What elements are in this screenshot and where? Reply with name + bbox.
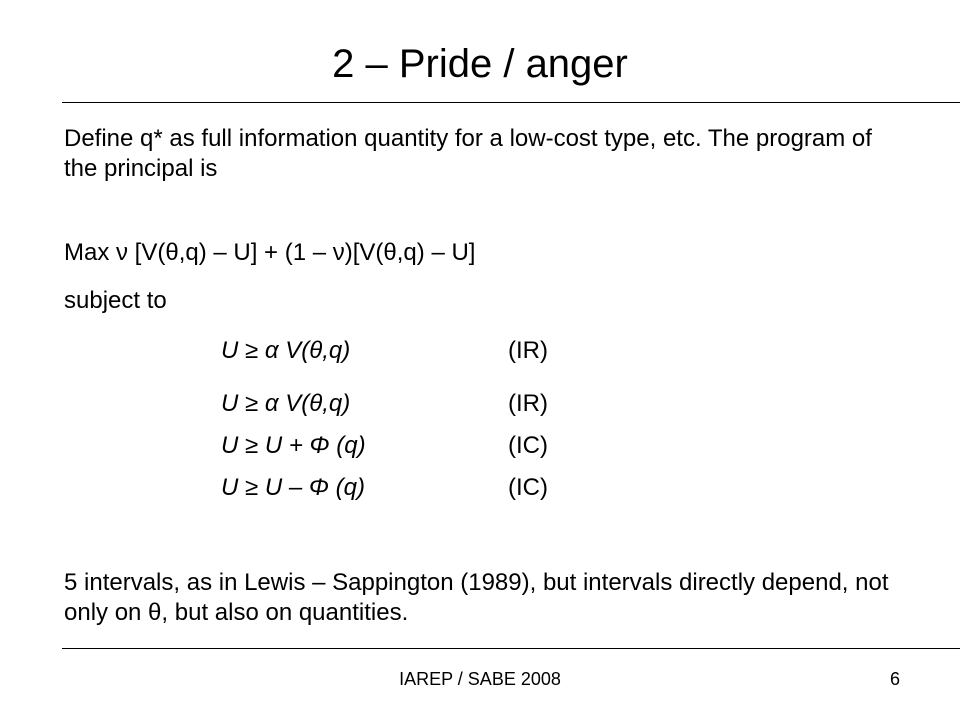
footer-text: IAREP / SABE 2008: [399, 669, 561, 689]
page-number: 6: [889, 669, 900, 689]
slide-title: 2 – Pride / anger: [332, 42, 628, 86]
subject-to-label: subject to: [64, 287, 167, 314]
top-divider: [62, 102, 960, 103]
constraint-ir-low-label: (IR): [508, 337, 548, 364]
definition-paragraph: Define q* as full information quantity for a low-cost type, etc. The program of the principal is: [64, 125, 872, 182]
constraint-ir-high-label: (IR): [508, 390, 548, 417]
constraint-ic-low-label: (IC): [508, 432, 548, 459]
constraint-ic-high: U ≥ U – Φ (q): [221, 474, 365, 501]
constraint-ir-low: U ≥ α V(θ,q): [221, 337, 351, 364]
constraint-ic-high-label: (IC): [508, 474, 548, 501]
constraint-ic-low: U ≥ U + Φ (q): [221, 432, 366, 459]
constraint-ir-high: U ≥ α V(θ,q): [221, 390, 351, 417]
bottom-divider: [62, 648, 960, 649]
intervals-paragraph: 5 intervals, as in Lewis – Sappington (1989), but intervals directly depend, not only on θ, but also on quantities.: [64, 569, 889, 626]
objective-function: Max ν [V(θ,q) – U] + (1 – ν)[V(θ,q) – U]: [64, 239, 476, 266]
